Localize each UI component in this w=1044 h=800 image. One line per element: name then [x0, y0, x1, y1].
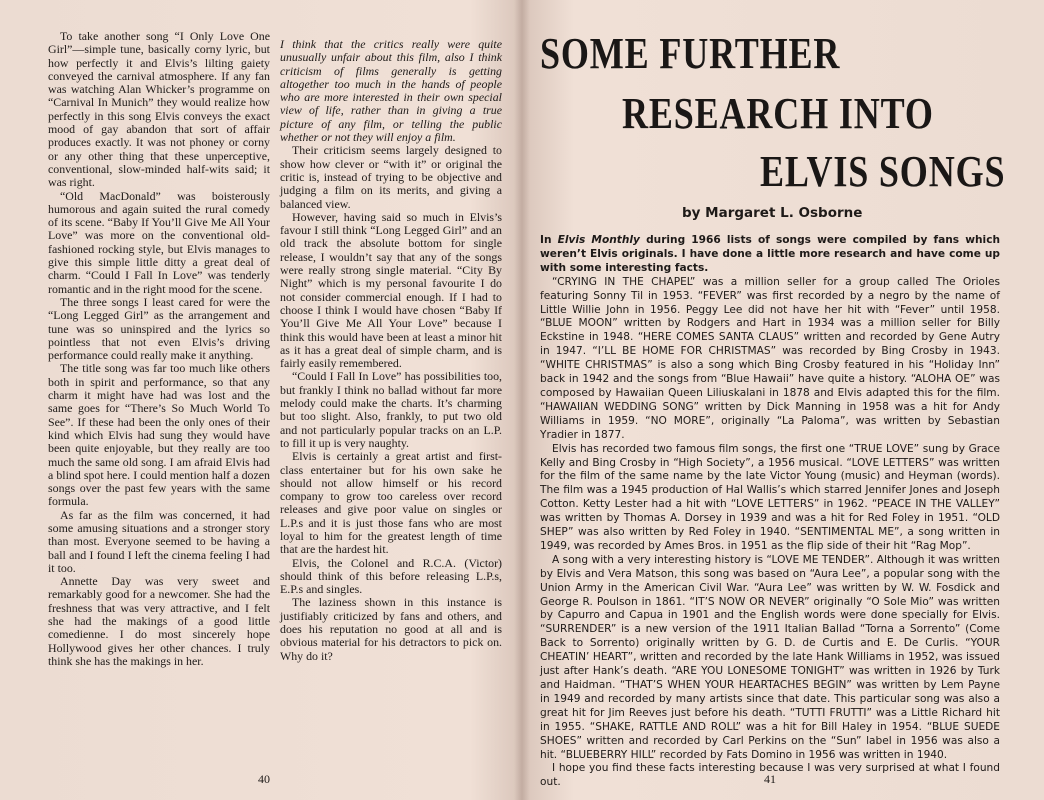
paragraph: To take another song “I Only Love One Girl”—simple tune, basically corny lyric, but how perfectly it and Elvis’s lilting gaiety conveyed the carnival atmosphere. If any fan was watching Alan Whicker’s programme on “Carnival In Munich” they would realize how perfectly in this song Elvis conveys the exact mood of gay abandon that sort of affair produces exactly. It was not phoney or corny or any other thing that these unperceptive, conventional, slow-minded half-wits said; it was right.: [48, 29, 270, 190]
paragraph: Elvis has recorded two famous film songs, the first one “TRUE LOVE” sung by Grace Kelly and Bing Crosby in “High Society”, a 1956 musical. “LOVE LETTERS” was written for the film of the same name by the late Victor Young (music) and Heyman (words). The film was a 1945 production of Hal Wallis’s which starred Jennifer Jones and Joseph Cotton. Ketty Lester had a hit with “LOVE LETTERS” in 1962. “PEACE IN THE VALLEY” was written by Thomas A. Dorsey in 1939 and was a hit for Red Foley in 1951. “OLD SHEP” was also written by Red Foley in 1940. “SENTIMENTAL ME”, a song written in 1949, was recorded by Ames Bros. in 1951 as the flip side of their hit “Rag Mop”.: [540, 442, 1000, 552]
right-page-article-body: [540, 234, 1000, 790]
page-number-right: 41: [764, 772, 776, 786]
paragraph: As far as the film was concerned, it had some amusing situations and a stronger story than most. Everyone seemed to be having a ball and I found I left the cinema feeling I had it too.: [48, 507, 270, 575]
paragraph: Elvis, the Colonel and R.C.A. (Victor) should think of this before releasing L.P.s, E.P.s and singles.: [280, 555, 502, 597]
article-title-line-1: SOME FURTHER: [540, 29, 841, 78]
paragraph: The title song was far too much like others both in spirit and performance, so that any charm it might have had was lost and the same goes for “There’s So Much World To See”. If these had been the only ones of their kind which Elvis had sung they would have been quite enjoyable, but they really are too much the same old song. I am afraid Elvis had a blind spot here. I could mention half a dozen songs over the past few years with the same formula.: [48, 361, 270, 509]
paragraph: I hope you find these facts interesting because I was very surprised at what I found out.: [540, 762, 1000, 789]
paragraph: Their criticism seems largely designed to show how clever or “with it” or original the critic is, instead of trying to be objective and judging a film on its merits, and giving a balanced view.: [280, 143, 502, 211]
paragraph: The laziness shown in this instance is justifiably criticized by fans and others, and does his reputation no good at all and is obvious material for his detractors to pick on. Why do it?: [280, 595, 502, 663]
byline: by Margaret L. Osborne: [682, 205, 863, 221]
magazine-name: Elvis Monthly: [557, 234, 640, 246]
paragraph: “Could I Fall In Love” has possibilities too, but frankly I think no ballad without far more melody could make the charts. It’s charming but too slight. Also, frankly, to put two old and not particularly popular tracks on an L.P. to fill it up is very naughty.: [280, 369, 502, 450]
intro-paragraph: [540, 234, 1000, 276]
left-page-column-2: [280, 38, 502, 663]
page-gutter: [514, 0, 530, 800]
intro-text-end: during 1966 lists of songs were compiled by fans which weren’t Elvis originals. I have done a little more research and have come up with some interesting facts.: [540, 234, 1001, 274]
paragraph: A song with a very interesting history is “LOVE ME TENDER”. Although it was written by Elvis and Vera Matson, this song was based on “Aura Lee”, a popular song with the Union Army in the American Civil War. “Aura Lee” was written by W. W. Fosdick and George R. Poulson in 1861. “IT’S NOW OR NEVER” originally “O Sole Mio” was written by Capurro and Capua in 1901 and the English words were done specially for Elvis. “SURRENDER” is a new version of the 1911 Italian Ballad “Torna a Sorrento” (Come Back to Sorrento) originally written by G. D. de Curtis and E. De Curlis. “YOUR CHEATIN’ HEART”, written and recorded by the late Hank Williams in 1952, was issued just after Hank’s death. “ARE YOU LONESOME TONIGHT” was written in 1926 by Turk and Haidman. “THAT’S WHEN YOUR HEARTACHES BEGIN” was written by Lem Payne in 1949 and recorded by many artists since that date. This particular song was also a great hit for Jim Reeves just before his death. “TUTTI FRUTTI” was a Little Richard hit in 1955. “SHAKE, RATTLE AND ROLL” was a hit for Bill Haley in 1954. “BLUE SUEDE SHOES” written and recorded by Carl Perkins on the “Sun” label in 1956 was also a hit. “BLUEBERRY HILL” recorded by Fats Domino in 1956 was written in 1940.: [540, 553, 1000, 761]
paragraph: The three songs I least cared for were the “Long Legged Girl” as the arrangement and tune was so uninspired and the lyrics so pointless that not even Elvis’s driving performance could really make it anything.: [48, 294, 270, 363]
italic-paragraph: I think that the critics really were quite unusually unfair about this film, also I think criticism of films generally is getting altogether too much in the hands of people who are more interested in their own special view of life, rather than in giving a true picture of any film, or telling the public whether or not they will enjoy a film.: [280, 37, 502, 145]
page-number-left: 40: [258, 772, 270, 786]
paragraph: “Old MacDonald” was boisterously humorous and again suited the rural comedy of its scene. “Baby If You’ll Give Me All Your Love” was more on the conventional old-fashioned rocking style, but Elvis manages to give this simple little ditty a great deal of charm. “Could I Fall In Love” was tenderly romantic and in the right mood for the scene.: [48, 188, 270, 296]
article-title-line-3: ELVIS SONGS: [760, 147, 1006, 196]
paragraph: “CRYING IN THE CHAPEL” was a million seller for a group called The Orioles featuring Sonny Til in 1953. “FEVER” was first recorded by a negro by the name of Little Willie John in 1956. Peggy Lee did not have her hit with “Fever” until 1958. “BLUE MOON” written by Rodgers and Hart in 1934 was a million seller for Billy Eckstine in 1948. “HERE COMES SANTA CLAUS” written and recorded by Gene Autry in 1947. “I’LL BE HOME FOR CHRISTMAS” was recorded by Bing Crosby in 1943. “WHITE CHRISTMAS” is also a song which Bing Crosby featured in his “Holiday Inn” back in 1942 and the songs from “Blue Hawaii” have quite a history. “ALOHA OE” was composed by Hawaiian Queen Liliuskalani in 1878 and Elvis adapted this for the film. “HAWAIIAN WEDDING SONG” written by Dick Manning in 1958 was a hit for Andy Williams in 1959. “NO MORE”, originally “La Paloma”, was written by Sebastian Yradier in 1877.: [540, 275, 1000, 441]
paragraph: However, having said so much in Elvis’s favour I still think “Long Legged Girl” and an old track the absolute bottom for single release, I wouldn’t say that any of the songs were really strong single material. “City By Night” which is my personal favourite I do not consider commercial enough. If I had to choose I think I would have chosen “Baby If You’ll Give Me All Your Love” because I think this would have been at least a minor hit as it has a great deal of simple charm, and is fairly easily remembered.: [280, 209, 502, 371]
intro-text-start: In: [540, 234, 558, 246]
article-title-line-2: RESEARCH INTO: [622, 89, 934, 138]
paragraph: Annette Day was very sweet and remarkably good for a newcomer. She had the freshness that was very attractive, and I felt she had the makings of a good little comedienne. I do most sincerely hope Hollywood gives her other chances. I truly think she has the makings in her.: [48, 574, 270, 668]
paragraph: Elvis is certainly a great artist and first-class entertainer but for his own sake he should not allow himself or his record company to grow too careless over record releases and give poor value on singles or L.P.s and it is just those fans who are most loyal to him for the greatest length of time that are the hardest hit.: [280, 449, 502, 557]
left-page-column-1: [48, 30, 270, 668]
